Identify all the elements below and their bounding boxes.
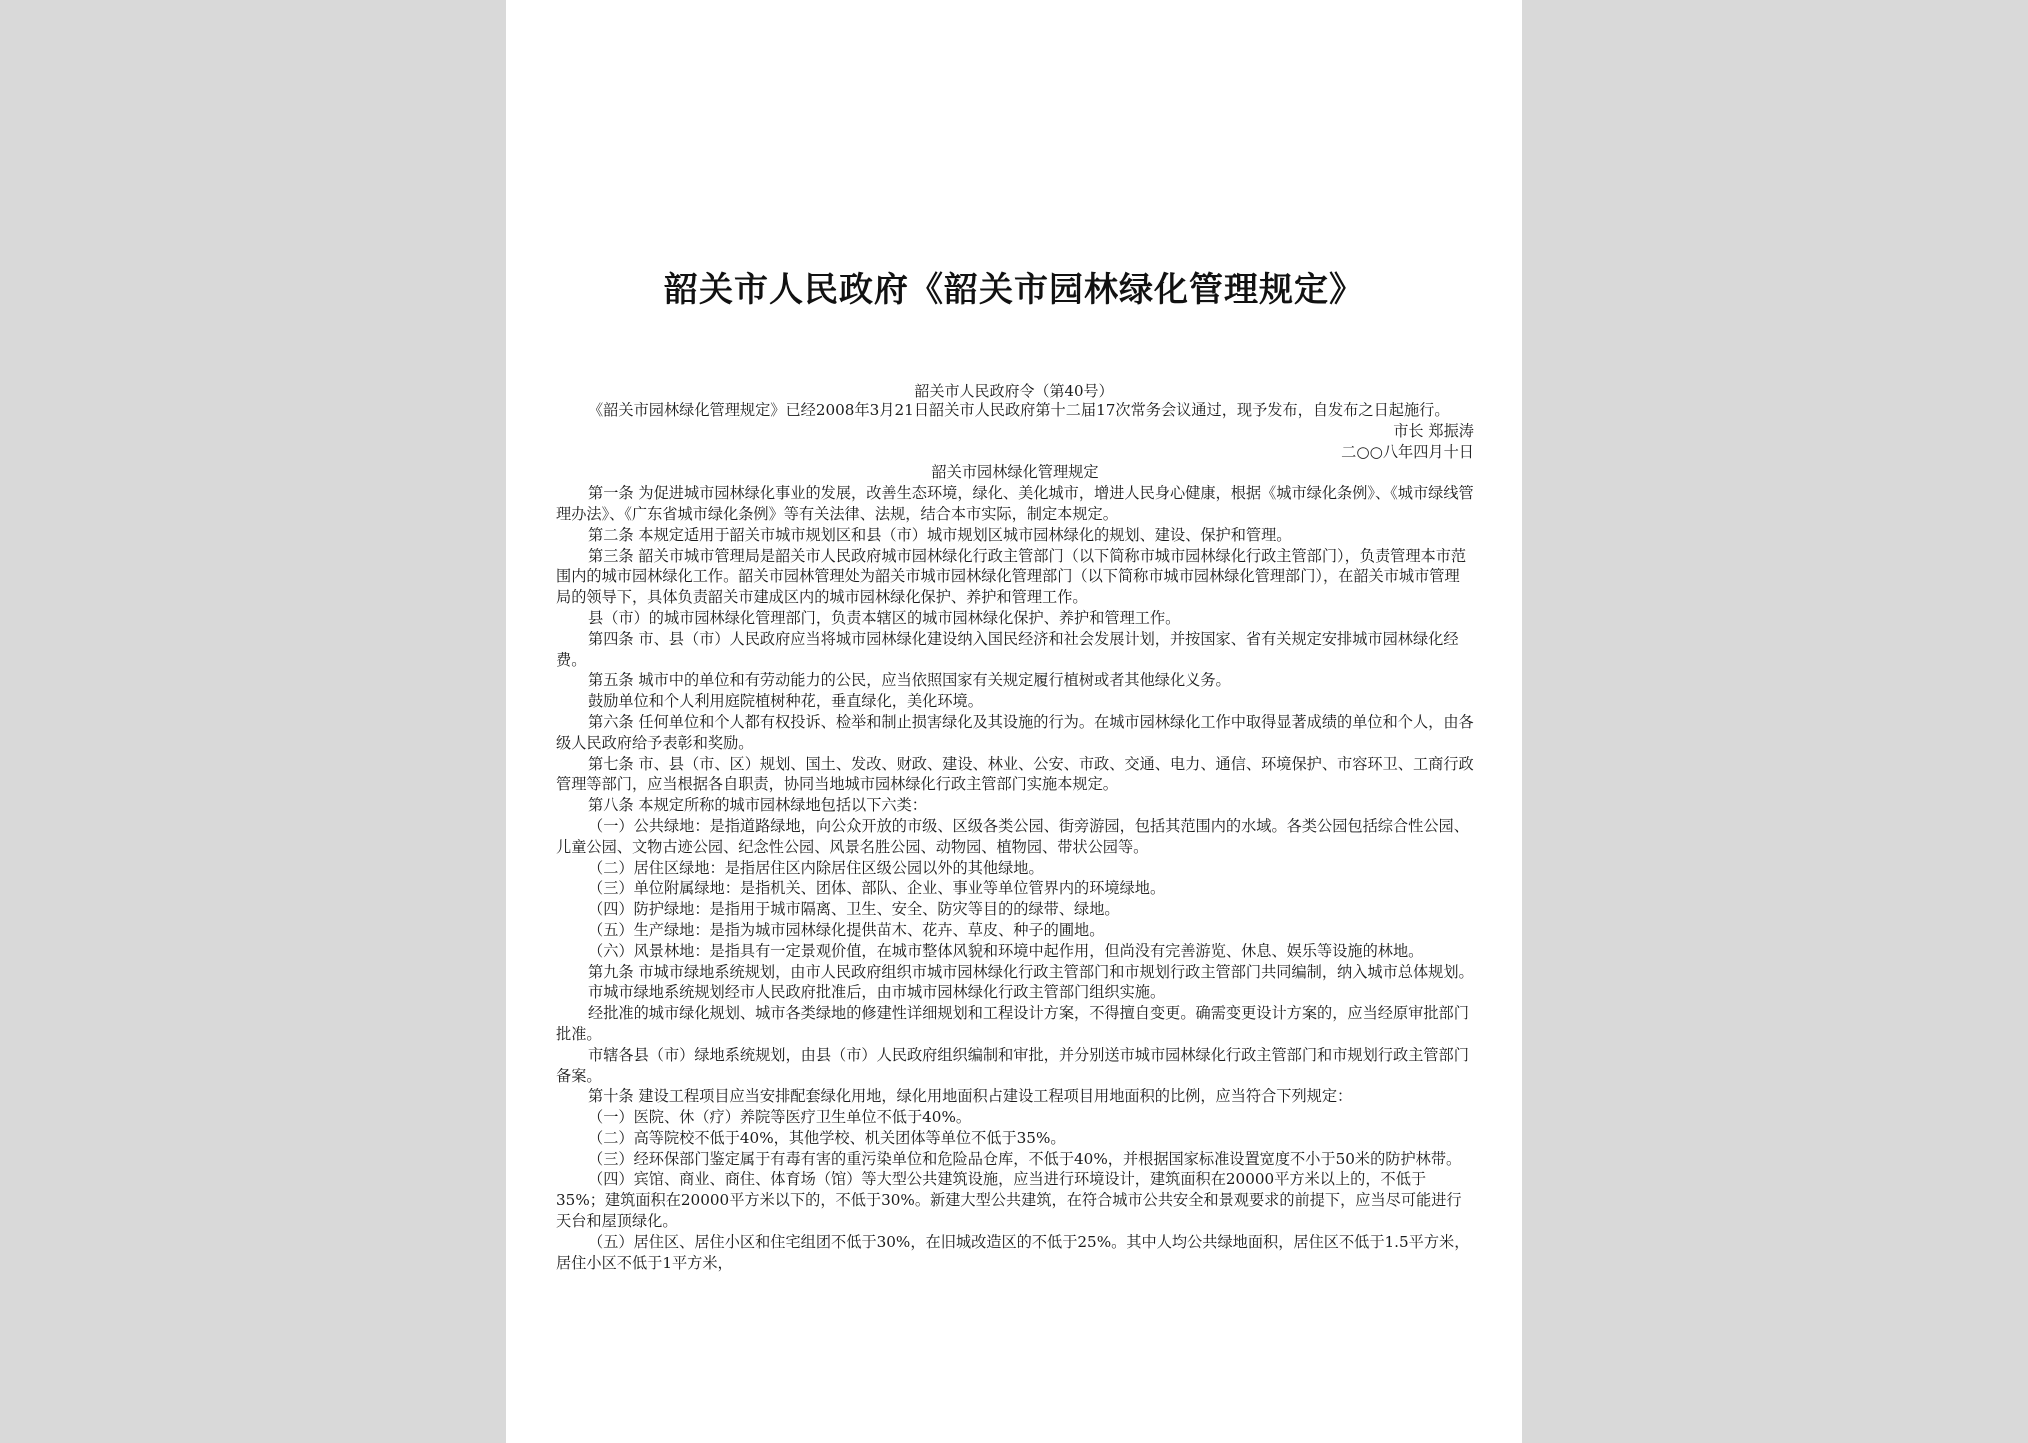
paragraph: （二）高等院校不低于40%，其他学校、机关团体等单位不低于35%。 [588, 1128, 1066, 1147]
regulation-title: 韶关市园林绿化管理规定 [931, 463, 1099, 482]
order-line: 韶关市人民政府令（第40号） [914, 382, 1114, 400]
paragraph: （五）生产绿地：是指为城市园林绿化提供苗木、花卉、草皮、种子的圃地。 [588, 920, 1105, 939]
paragraph: （一）医院、休（疗）养院等医疗卫生单位不低于40%。 [588, 1108, 972, 1127]
paragraph: （三）单位附属绿地：是指机关、团体、部队、企业、事业等单位管界内的环境绿地。 [588, 879, 1166, 898]
paragraph: 第五条 城市中的单位和有劳动能力的公民，应当依照国家有关规定履行植树或者其他绿化义务。 [588, 671, 1231, 690]
paragraph: 第三条 韶关市城市管理局是韶关市人民政府城市园林绿化行政主管部门（以下简称市城市园林绿化行政主管部门），负责管理本市范围内的城市园林绿化工作。韶关市园林管理处为韶关市城市园林绿化管理部门（以下简称市城市园林绿化管理部门），在韶关市城市管理局的领导下，具体负责韶关市建成区内的城市园林绿化保护、养护和管理工作。 [556, 546, 1467, 607]
paragraph: 第七条 市、县（市、区）规划、国土、发改、财政、建设、林业、公安、市政、交通、电力、通信、环境保护、市容环卫、工商行政管理等部门，应当根据各自职责，协同当地城市园林绿化行政主管部门实施本规定。 [556, 754, 1474, 794]
paragraph: 鼓励单位和个人利用庭院植树种花，垂直绿化，美化环境。 [588, 692, 983, 711]
signing-date: 二○○八年四月十日 [1341, 442, 1474, 461]
paragraph: 第十条 建设工程项目应当安排配套绿化用地，绿化用地面积占建设工程项目用地面积的比例，应当符合下列规定： [588, 1087, 1353, 1106]
signer: 市长 郑振涛 [1393, 421, 1474, 440]
paragraph: （六）风景林地：是指具有一定景观价值，在城市整体风貌和环境中起作用，但尚没有完善游览、休息、娱乐等设施的林地。 [588, 941, 1424, 960]
paragraph: 市辖各县（市）绿地系统规划，由县（市）人民政府组织编制和审批，并分别送市城市园林绿化行政主管部门和市规划行政主管部门备案。 [556, 1045, 1469, 1085]
paragraph: （二）居住区绿地：是指居住区内除居住区级公园以外的其他绿地。 [588, 858, 1044, 877]
paragraph: 第二条 本规定适用于韶关市城市规划区和县（市）城市规划区城市园林绿化的规划、建设、保护和管理。 [588, 525, 1292, 544]
paragraph: （四）防护绿地：是指用于城市隔离、卫生、安全、防灾等目的的绿带、绿地。 [588, 900, 1120, 919]
paragraph: 第九条 市城市绿地系统规划，由市人民政府组织市城市园林绿化行政主管部门和市规划行政主管部门共同编制，纳入城市总体规划。 [588, 962, 1474, 981]
document-title: 韶关市人民政府《韶关市园林绿化管理规定》 [664, 270, 1364, 310]
paragraph: 经批准的城市绿化规划、城市各类绿地的修建性详细规划和工程设计方案，不得擅自变更。确需变更设计方案的，应当经原审批部门批准。 [556, 1004, 1469, 1043]
paragraph: 第六条 任何单位和个人都有权投诉、检举和制止损害绿化及其设施的行为。在城市园林绿化工作中取得显著成绩的单位和个人，由各级人民政府给予表彰和奖励。 [556, 712, 1474, 752]
paragraph: 第一条 为促进城市园林绿化事业的发展，改善生态环境，绿化、美化城市，增进人民身心健康，根据《城市绿化条例》、《城市绿线管理办法》、《广东省城市绿化条例》等有关法律、法规，结合本市实际，制定本规定。 [556, 484, 1474, 523]
document-page [506, 0, 1522, 1443]
paragraph: 第四条 市、县（市）人民政府应当将城市园林绿化建设纳入国民经济和社会发展计划，并按国家、省有关规定安排城市园林绿化经费。 [556, 629, 1459, 669]
paragraph: （五）居住区、居住小区和住宅组团不低于30%，在旧城改造区的不低于25%。其中人均公共绿地面积，居住区不低于1.5平方米，居住小区不低于1平方米， [556, 1232, 1470, 1272]
paragraph: 第八条 本规定所称的城市园林绿地包括以下六类： [588, 796, 927, 815]
document-body [556, 400, 1474, 1273]
paragraph: （一）公共绿地：是指道路绿地，向公众开放的市级、区级各类公园、街旁游园，包括其范围内的水域。各类公园包括综合性公园、儿童公园、文物古迹公园、纪念性公园、风景名胜公园、动物园、植物园、带状公园等。 [556, 816, 1469, 856]
paragraph: 县（市）的城市园林绿化管理部门，负责本辖区的城市园林绿化保护、养护和管理工作。 [588, 608, 1181, 627]
preamble: 《韶关市园林绿化管理规定》已经2008年3月21日韶关市人民政府第十二届17次常务会议通过，现予发布，自发布之日起施行。 [588, 401, 1450, 419]
paragraph: 市城市绿地系统规划经市人民政府批准后，由市城市园林绿化行政主管部门组织实施。 [588, 983, 1166, 1002]
paragraph: （三）经环保部门鉴定属于有毒有害的重污染单位和危险品仓库，不低于40%，并根据国家标准设置宽度不小于50米的防护林带。 [588, 1149, 1462, 1168]
paragraph: （四）宾馆、商业、商住、体育场（馆）等大型公共建筑设施，应当进行环境设计，建筑面积在20000平方米以上的，不低于35%；建筑面积在20000平方米以下的，不低于30%。新建大型公共建筑，在符合城市公共安全和景观要求的前提下，应当尽可能进行天台和屋顶绿化。 [556, 1170, 1462, 1231]
